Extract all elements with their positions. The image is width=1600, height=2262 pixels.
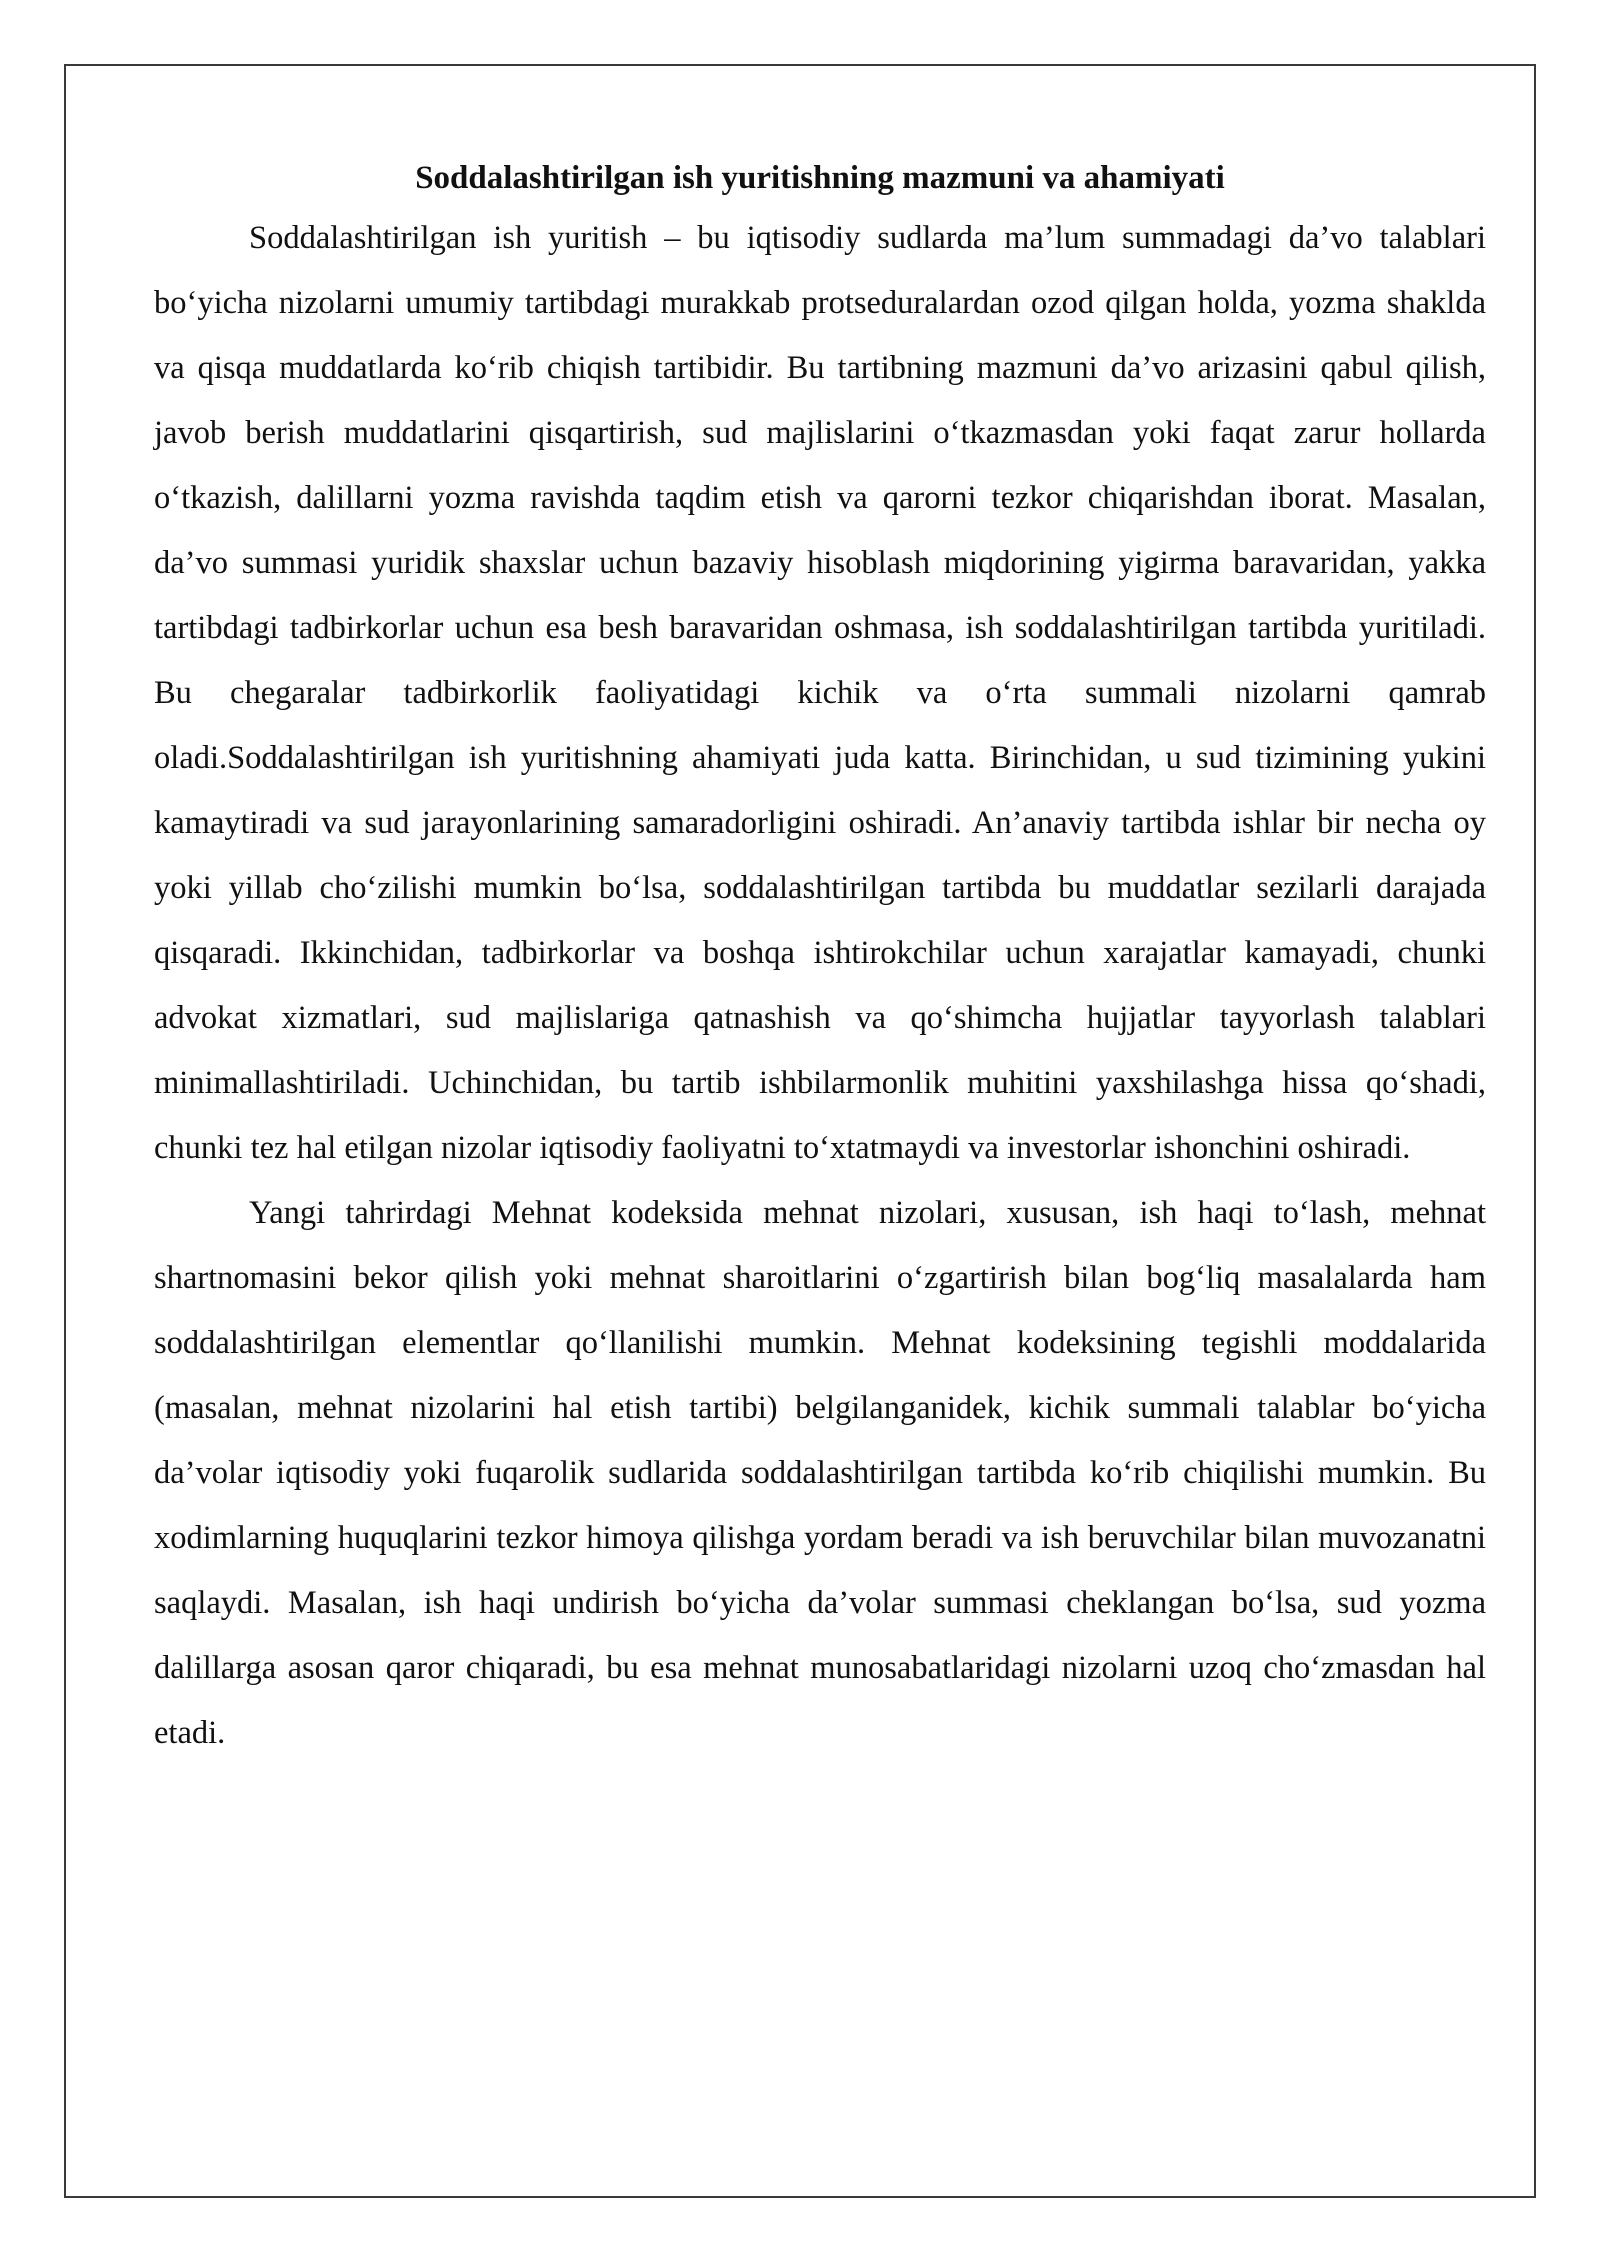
document-body bbox=[154, 150, 1486, 1766]
paragraph-2: Yangi tahrirdagi Mehnat kodeksida mehnat nizolari, xususan, ish haqi to‘lash, mehnat shartnomasini bekor qilish yoki mehnat sharoitlarini o‘zgartirish bilan bog‘liq masalalarda ham soddalashtirilgan elementlar qo‘llanilishi mumkin. Mehnat kodeksining tegishli moddalarida (masalan, mehnat nizolarini hal etish tartibi) belgilanganidek, kichik summali talablar bo‘yicha da’volar iqtisodiy yoki fuqarolik sudlarida soddalashtirilgan tartibda ko‘rib chiqilishi mumkin. Bu xodimlarning huquqlarini tezkor himoya qilishga yordam beradi va ish beruvchilar bilan muvozanatni saqlaydi. Masalan, ish haqi undirish bo‘yicha da’volar summasi cheklangan bo‘lsa, sud yozma dalillarga asosan qaror chiqaradi, bu esa mehnat munosabatlaridagi nizolarni uzoq cho‘zmasdan hal etadi. bbox=[154, 1195, 1486, 1751]
document-title: Soddalashtirilgan ish yuritishning mazmuni va ahamiyati bbox=[415, 160, 1225, 196]
paragraph-1: Soddalashtirilgan ish yuritish – bu iqtisodiy sudlarda ma’lum summadagi da’vo talablari bo‘yicha nizolarni umumiy tartibdagi murakkab protseduralardan ozod qilgan holda, yozma shaklda va qisqa muddatlarda ko‘rib chiqish tartibidir. Bu tartibning mazmuni da’vo arizasini qabul qilish, javob berish muddatlarini qisqartirish, sud majlislarini o‘tkazmasdan yoki faqat zarur hollarda o‘tkazish, dalillarni yozma ravishda taqdim etish va qarorni tezkor chiqarishdan iborat. Masalan, da’vo summasi yuridik shaxslar uchun bazaviy hisoblash miqdorining yigirma baravaridan, yakka tartibdagi tadbirkorlar uchun esa besh baravaridan oshmasa, ish soddalashtirilgan tartibda yuritiladi. Bu chegaralar tadbirkorlik faoliyatidagi kichik va o‘rta summali nizolarni qamrab oladi.Soddalashtirilgan ish yuritishning ahamiyati juda katta. Birinchidan, u sud tizimining yukini kamaytiradi va sud jarayonlarining samaradorligini oshiradi. An’anaviy tartibda ishlar bir necha oy yoki yillab cho‘zilishi mumkin bo‘lsa, soddalashtirilgan tartibda bu muddatlar sezilarli darajada qisqaradi. Ikkinchidan, tadbirkorlar va boshqa ishtirokchilar uchun xarajatlar kamayadi, chunki advokat xizmatlari, sud majlislariga qatnashish va qo‘shimcha hujjatlar tayyorlash talablari minimallashtiriladi. Uchinchidan, bu tartib ishbilarmonlik muhitini yaxshilashga hissa qo‘shadi, chunki tez hal etilgan nizolar iqtisodiy faoliyatni to‘xtatmaydi va investorlar ishonchini oshiradi. bbox=[154, 220, 1486, 1166]
